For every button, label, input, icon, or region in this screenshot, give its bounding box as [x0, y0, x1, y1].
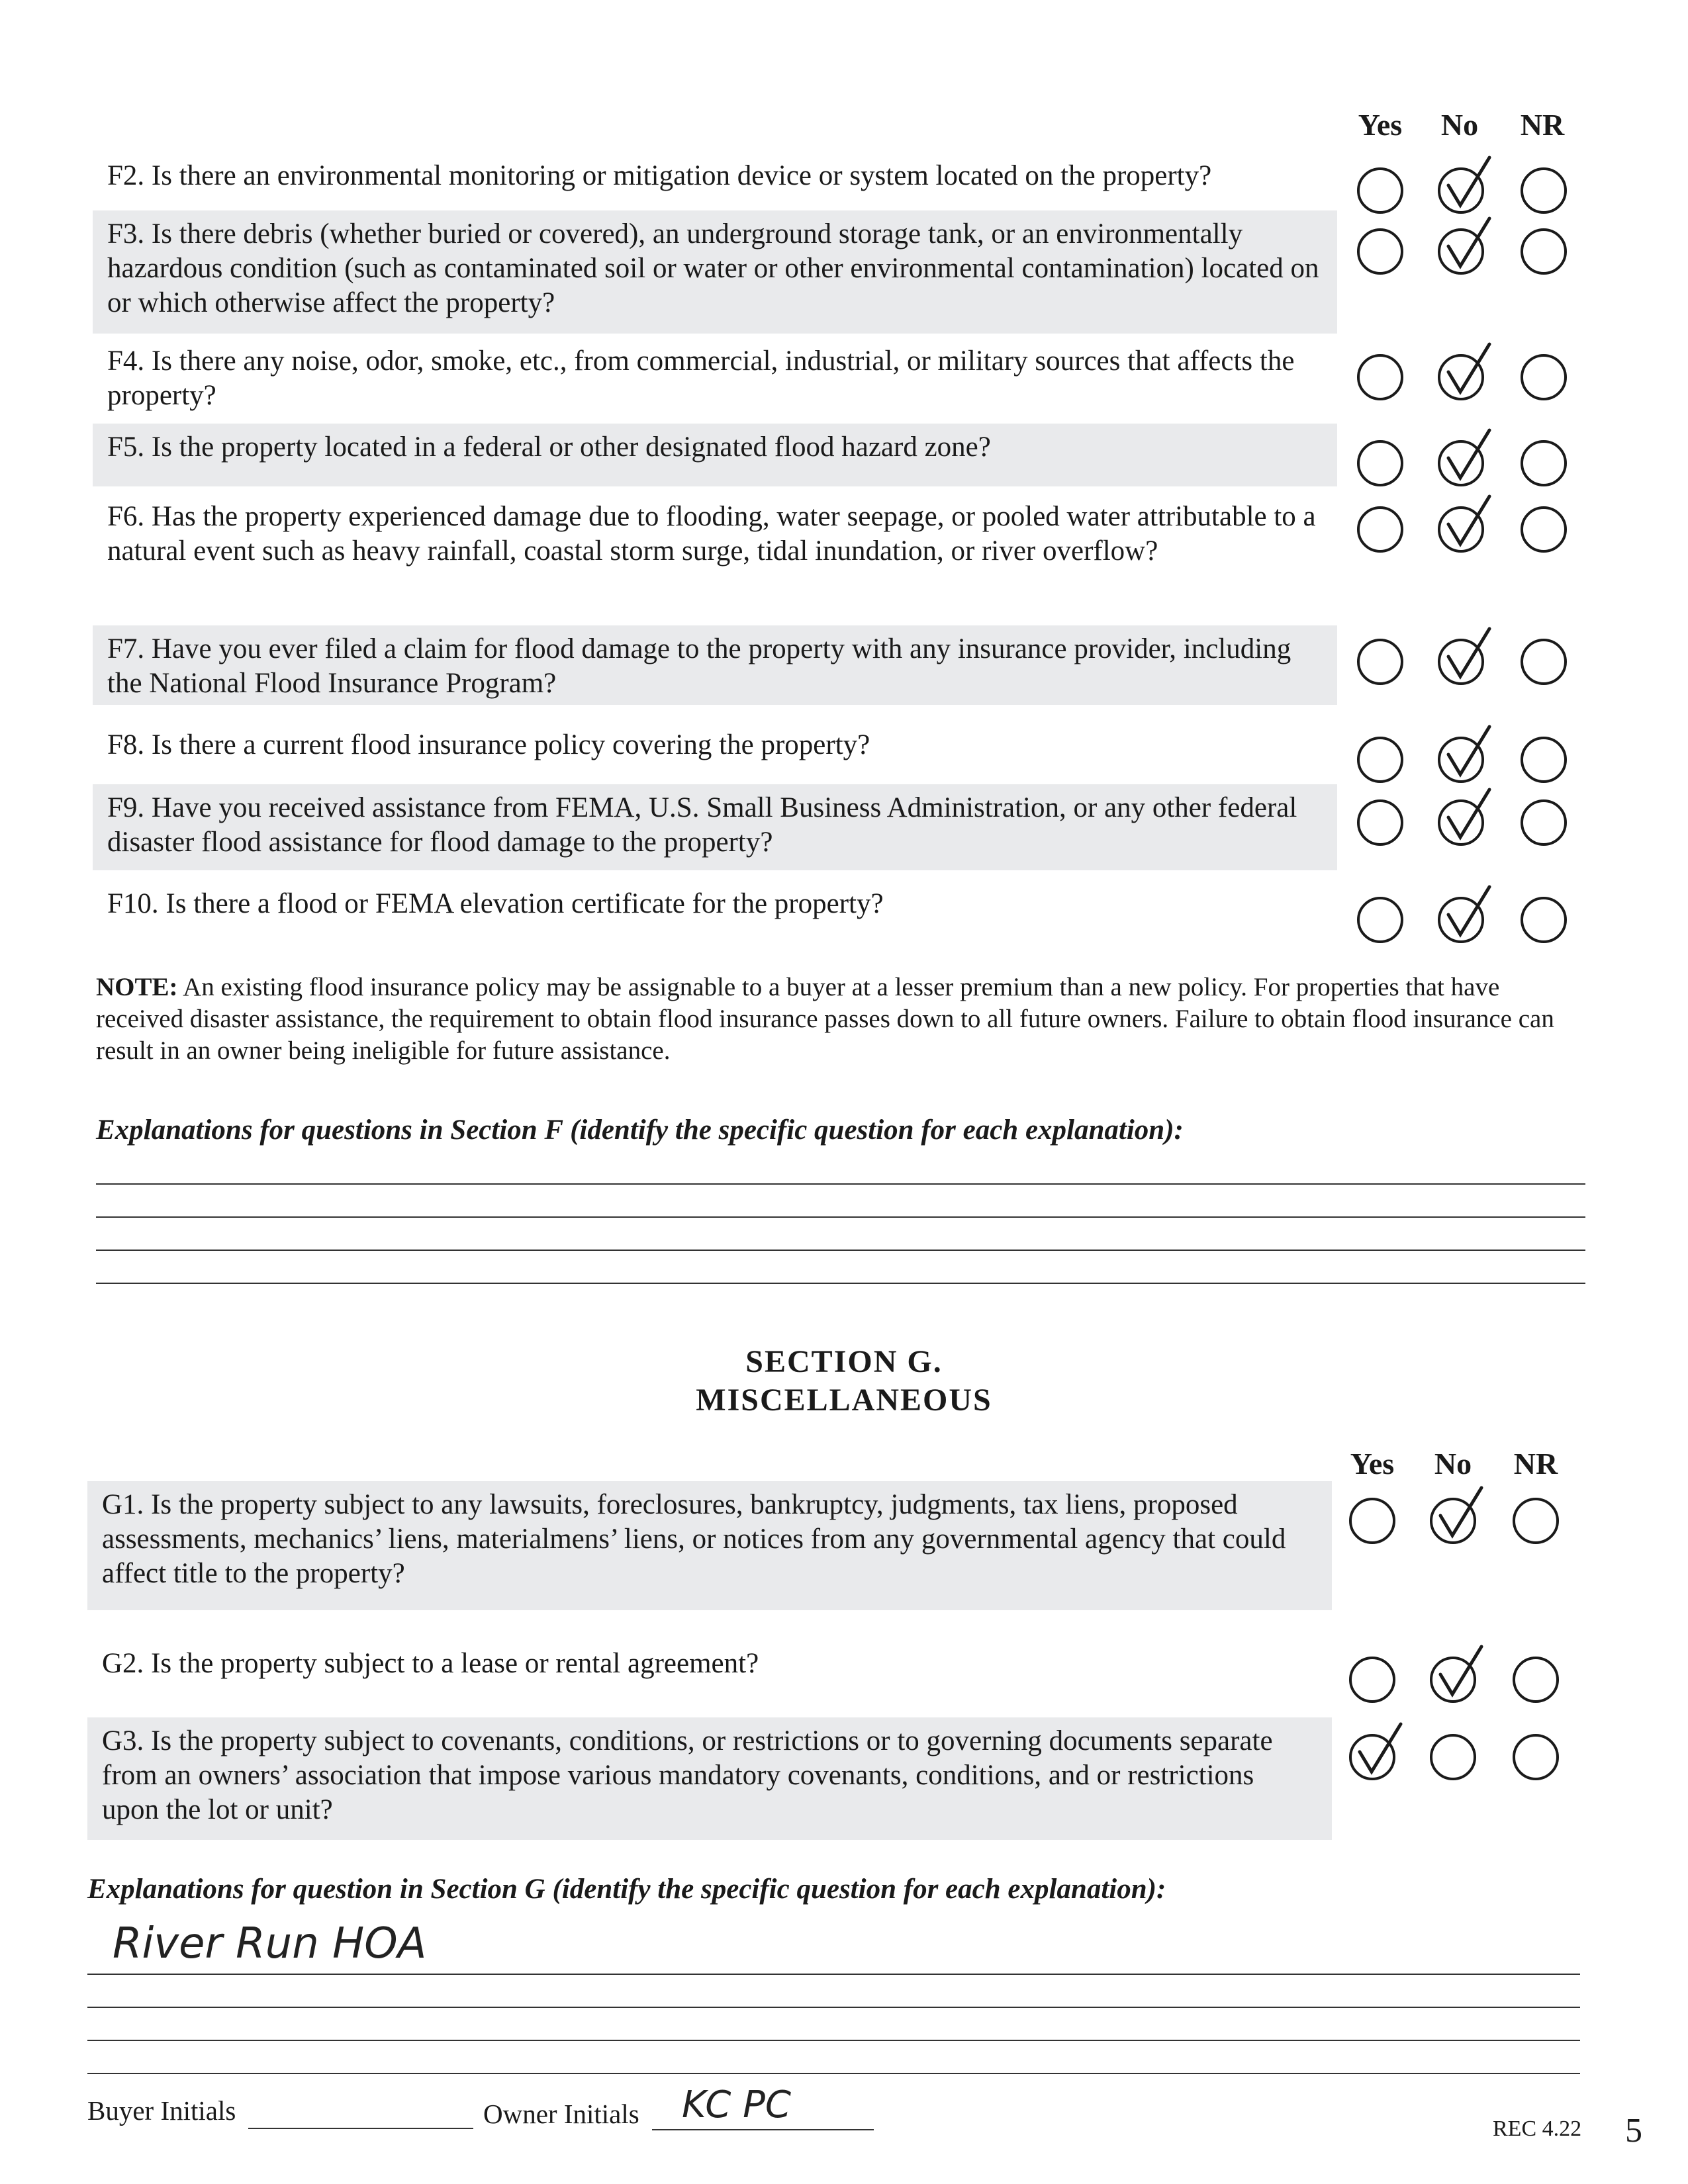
section-g-title: SECTION G. — [745, 1344, 943, 1379]
f5-yes-radio[interactable] — [1357, 440, 1403, 486]
section-f-explanation-line[interactable] — [96, 1216, 1585, 1218]
g3-nr-radio[interactable] — [1513, 1734, 1559, 1780]
f5-nr-radio[interactable] — [1521, 440, 1567, 486]
g3-no-radio[interactable] — [1430, 1734, 1476, 1780]
section-g-subtitle: MISCELLANEOUS — [696, 1383, 992, 1418]
f4-nr-radio[interactable] — [1521, 354, 1567, 400]
question-g1 — [87, 1481, 1332, 1610]
note-label: NOTE: — [96, 973, 178, 1001]
col-header-nr: NR — [1520, 108, 1565, 142]
f10-nr-radio[interactable] — [1521, 897, 1567, 943]
f5-checkmark — [1443, 425, 1503, 484]
section-g-explanation-line[interactable] — [87, 2073, 1580, 2074]
question-text: F9. Have you received assistance from FEMA, U.S. Small Business Administration, or any other federal disaster flood assistance for flood damage to the property? — [107, 792, 1297, 858]
question-f6 — [93, 493, 1337, 606]
g2-checkmark — [1435, 1641, 1495, 1701]
question-f2 — [93, 152, 1337, 197]
g3-checkmark — [1354, 1719, 1414, 1778]
question-f5 — [93, 424, 1337, 486]
f7-checkmark — [1443, 623, 1503, 683]
question-f7 — [93, 625, 1337, 705]
owner-initials-label: Owner Initials — [483, 2099, 639, 2129]
question-text: G2. Is the property subject to a lease or rental agreement? — [102, 1648, 759, 1679]
f2-nr-radio[interactable] — [1521, 167, 1567, 214]
question-text: F6. Has the property experienced damage due to flooding, water seepage, or pooled water attributable to a natural event such as heavy rainfall, coastal storm surge, tidal inundation, or river overflow? — [107, 501, 1316, 567]
question-g3 — [87, 1717, 1332, 1840]
section-f-explanations-label: Explanations for questions in Section F (identify the specific question for each explanation): — [96, 1115, 1184, 1146]
g2-nr-radio[interactable] — [1513, 1657, 1559, 1703]
f4-checkmark — [1443, 339, 1503, 398]
f2-yes-radio[interactable] — [1357, 167, 1403, 214]
f3-yes-radio[interactable] — [1357, 228, 1403, 275]
f2-checkmark — [1443, 152, 1503, 212]
question-f3 — [93, 210, 1337, 334]
f9-yes-radio[interactable] — [1357, 799, 1403, 846]
section-f-explanation-line[interactable] — [96, 1183, 1585, 1185]
f8-nr-radio[interactable] — [1521, 737, 1567, 783]
question-f8 — [93, 721, 1337, 774]
g1-checkmark — [1435, 1482, 1495, 1542]
section-g-explanation-line[interactable] — [87, 2040, 1580, 2041]
g1-nr-radio[interactable] — [1513, 1498, 1559, 1544]
col-header-nr: NR — [1513, 1447, 1558, 1480]
section-g-explanation-handwritten: River Run HOA — [113, 1919, 427, 1968]
section-f-explanation-line[interactable] — [96, 1283, 1585, 1284]
f8-checkmark — [1443, 721, 1503, 781]
question-f4 — [93, 338, 1337, 417]
owner-initials-field[interactable] — [652, 2129, 874, 2130]
f9-nr-radio[interactable] — [1521, 799, 1567, 846]
col-header-yes: Yes — [1358, 108, 1403, 142]
page-number: 5 — [1625, 2112, 1642, 2150]
section-g-explanations-label: Explanations for question in Section G (identify the specific question for each explanation): — [87, 1874, 1166, 1905]
f4-yes-radio[interactable] — [1357, 354, 1403, 400]
question-text: F4. Is there any noise, odor, smoke, etc., from commercial, industrial, or military sources that affects the property? — [107, 345, 1295, 411]
g2-yes-radio[interactable] — [1349, 1657, 1395, 1703]
question-text: F2. Is there an environmental monitoring or mitigation device or system located on the property? — [107, 160, 1212, 191]
f9-checkmark — [1443, 784, 1503, 844]
buyer-initials-field[interactable] — [248, 2128, 473, 2129]
f10-checkmark — [1443, 882, 1503, 941]
f3-checkmark — [1443, 213, 1503, 273]
flood-note — [96, 972, 1572, 1067]
f3-nr-radio[interactable] — [1521, 228, 1567, 275]
question-f10 — [93, 880, 1337, 933]
f7-yes-radio[interactable] — [1357, 639, 1403, 685]
section-g-explanation-line[interactable] — [87, 1974, 1580, 1975]
f6-yes-radio[interactable] — [1357, 506, 1403, 553]
buyer-initials-label: Buyer Initials — [87, 2095, 236, 2126]
question-text: F8. Is there a current flood insurance policy covering the property? — [107, 729, 870, 760]
f8-yes-radio[interactable] — [1357, 737, 1403, 783]
col-header-yes: Yes — [1350, 1447, 1395, 1480]
owner-initials-handwritten: KC PC — [682, 2083, 791, 2126]
f6-checkmark — [1443, 491, 1503, 551]
question-text: F7. Have you ever filed a claim for flood damage to the property with any insurance provider, including the National Flood Insurance Program? — [107, 633, 1291, 699]
f6-nr-radio[interactable] — [1521, 506, 1567, 553]
question-f9 — [93, 784, 1337, 870]
section-g-explanation-line[interactable] — [87, 2007, 1580, 2008]
col-header-no: No — [1434, 1447, 1472, 1480]
question-text: F3. Is there debris (whether buried or covered), an underground storage tank, or an environmentally hazardous condition (such as contaminated soil or water or other environmental contamination) located on or which otherwise affect the property? — [107, 218, 1319, 318]
f10-yes-radio[interactable] — [1357, 897, 1403, 943]
section-f-explanation-line[interactable] — [96, 1250, 1585, 1251]
question-text: G3. Is the property subject to covenants, conditions, or restrictions or to governing documents separate from an owners’ association that impose various mandatory covenants, conditions, and or restrictions upon the lot or unit? — [102, 1725, 1273, 1825]
col-header-no: No — [1440, 108, 1479, 142]
question-g2 — [87, 1640, 1332, 1693]
f7-nr-radio[interactable] — [1521, 639, 1567, 685]
question-text: F10. Is there a flood or FEMA elevation certificate for the property? — [107, 888, 884, 919]
note-text: An existing flood insurance policy may be assignable to a buyer at a lesser premium than a new policy. For properties that have received disaster assistance, the requirement to obtain flood insurance passes down to all future owners. Failure to obtain flood insurance can result in an owner being ineligible for future assistance. — [96, 973, 1554, 1065]
question-text: F5. Is the property located in a federal or other designated flood hazard zone? — [107, 432, 991, 463]
question-text: G1. Is the property subject to any lawsuits, foreclosures, bankruptcy, judgments, tax liens, proposed assessments, mechanics’ liens, materialmens’ liens, or notices from any governmental agency that could affect title to the property? — [102, 1489, 1286, 1589]
form-code: REC 4.22 — [1493, 2116, 1582, 2141]
g1-yes-radio[interactable] — [1349, 1498, 1395, 1544]
